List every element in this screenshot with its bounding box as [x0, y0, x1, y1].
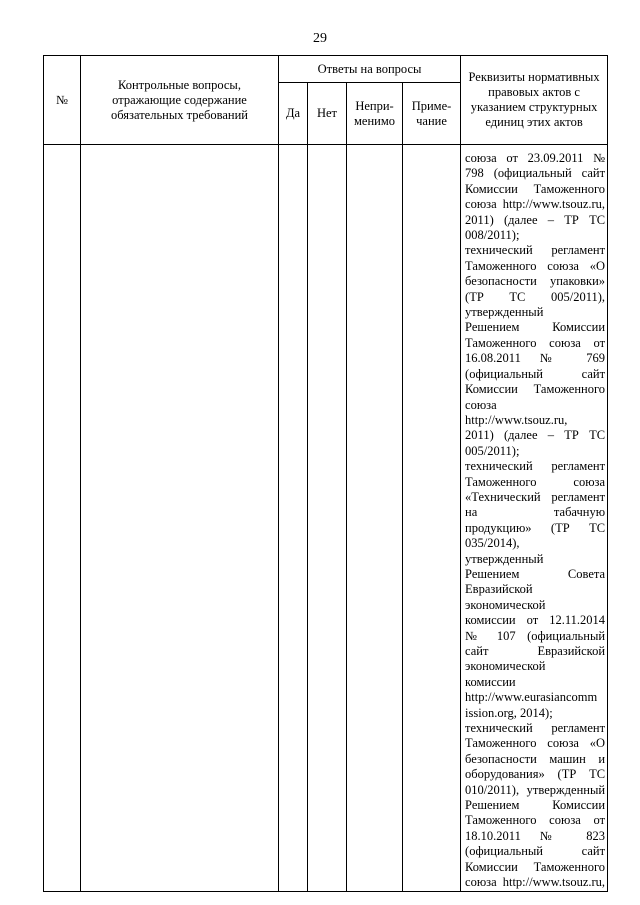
header-not-applicable: Непри-менимо: [347, 83, 403, 145]
requisites-line: № 107 (официальный: [465, 628, 606, 643]
requisites-line: 010/2011), утвержденный: [465, 782, 606, 797]
cell-question: [81, 145, 279, 892]
header-note: Приме-чание: [403, 83, 461, 145]
requisites-line: Таможенного союза от: [465, 813, 606, 828]
requisites-line: Таможенного союза от: [465, 335, 606, 350]
requisites-line: 16.08.2011 № 769: [465, 351, 606, 366]
requisites-line: союза http://www.tsouz.ru,: [465, 197, 606, 212]
requisites-line: сайт Евразийской: [465, 644, 606, 658]
requisites-line: утвержденный: [465, 305, 544, 320]
header-answers: Ответы на вопросы: [279, 56, 461, 83]
requisites-line: союза: [465, 397, 497, 412]
requisites-line: Решением Совета: [465, 566, 606, 581]
requisites-line: оборудования» (ТР ТС: [465, 767, 606, 782]
requisites-line: утвержденный: [465, 551, 544, 566]
checklist-table: [43, 55, 608, 892]
cell-note: [403, 145, 461, 892]
requisites-line: экономической: [465, 659, 546, 674]
requisites-line: союза http://www.tsouz.ru,: [465, 875, 606, 890]
requisites-line: союза от 23.09.2011 №: [465, 151, 606, 165]
requisites-line: (ТР ТС 005/2011),: [465, 289, 606, 304]
cell-no: [308, 145, 347, 892]
requisites-line: 005/2011);: [465, 443, 520, 458]
requisites-line: безопасности машин и: [465, 751, 606, 766]
cell-number: [44, 145, 81, 892]
requisites-line: «Технический регламент: [465, 489, 606, 504]
requisites-line: http://www.eurasiancomm: [465, 690, 598, 705]
requisites-line: (официальный сайт: [465, 366, 606, 381]
requisites-line: ission.org, 2014);: [465, 705, 553, 720]
header-yes: Да: [279, 83, 308, 145]
requisites-line: Евразийской: [465, 582, 533, 597]
requisites-line: Таможенного союза «О: [465, 258, 606, 273]
requisites-line: безопасности упаковки»: [465, 274, 606, 289]
header-requisites: Реквизиты нормативных правовых актов с указанием структурных единиц этих актов: [461, 56, 608, 145]
requisites-line: Комиссии Таможенного: [465, 382, 606, 397]
requisites-line: Комиссии Таможенного: [465, 859, 606, 874]
requisites-line: 2011) (далее – ТР ТС: [465, 212, 606, 227]
requisites-line: 035/2014),: [465, 536, 520, 551]
requisites-line: 2011) (далее – ТР ТС: [465, 428, 606, 443]
requisites-line: комиссии от 12.11.2014: [465, 613, 606, 628]
requisites-line: Таможенного союза: [465, 474, 606, 489]
requisites-line: Решением Комиссии: [465, 320, 606, 335]
requisites-line: экономической: [465, 597, 546, 612]
header-number: №: [44, 56, 81, 145]
requisites-line: технический регламент: [465, 721, 606, 736]
requisites-line: технический регламент: [465, 243, 606, 258]
header-no: Нет: [308, 83, 347, 145]
header-control-questions: Контрольные вопросы, отражающие содержание обязательных требований: [81, 56, 279, 145]
requisites-line: 008/2011);: [465, 228, 520, 243]
requisites-line: продукцию» (ТР ТС: [465, 520, 606, 535]
requisites-line: Решением Комиссии: [465, 798, 606, 813]
cell-requisites: [461, 145, 608, 892]
requisites-line: http://www.tsouz.ru,: [465, 412, 568, 427]
cell-not-applicable: [347, 145, 403, 892]
requisites-line: 18.10.2011 № 823: [465, 828, 606, 843]
requisites-line: Таможенного союза «О: [465, 736, 606, 751]
requisites-line: на табачную: [465, 505, 606, 520]
page-number: 29: [313, 31, 327, 46]
requisites-line: технический регламент: [465, 459, 606, 474]
requisites-line: 798 (официальный сайт: [465, 166, 606, 181]
requisites-line: (официальный сайт: [465, 844, 606, 859]
requisites-line: комиссии: [465, 674, 516, 689]
requisites-line: Комиссии Таможенного: [465, 181, 606, 196]
cell-yes: [279, 145, 308, 892]
